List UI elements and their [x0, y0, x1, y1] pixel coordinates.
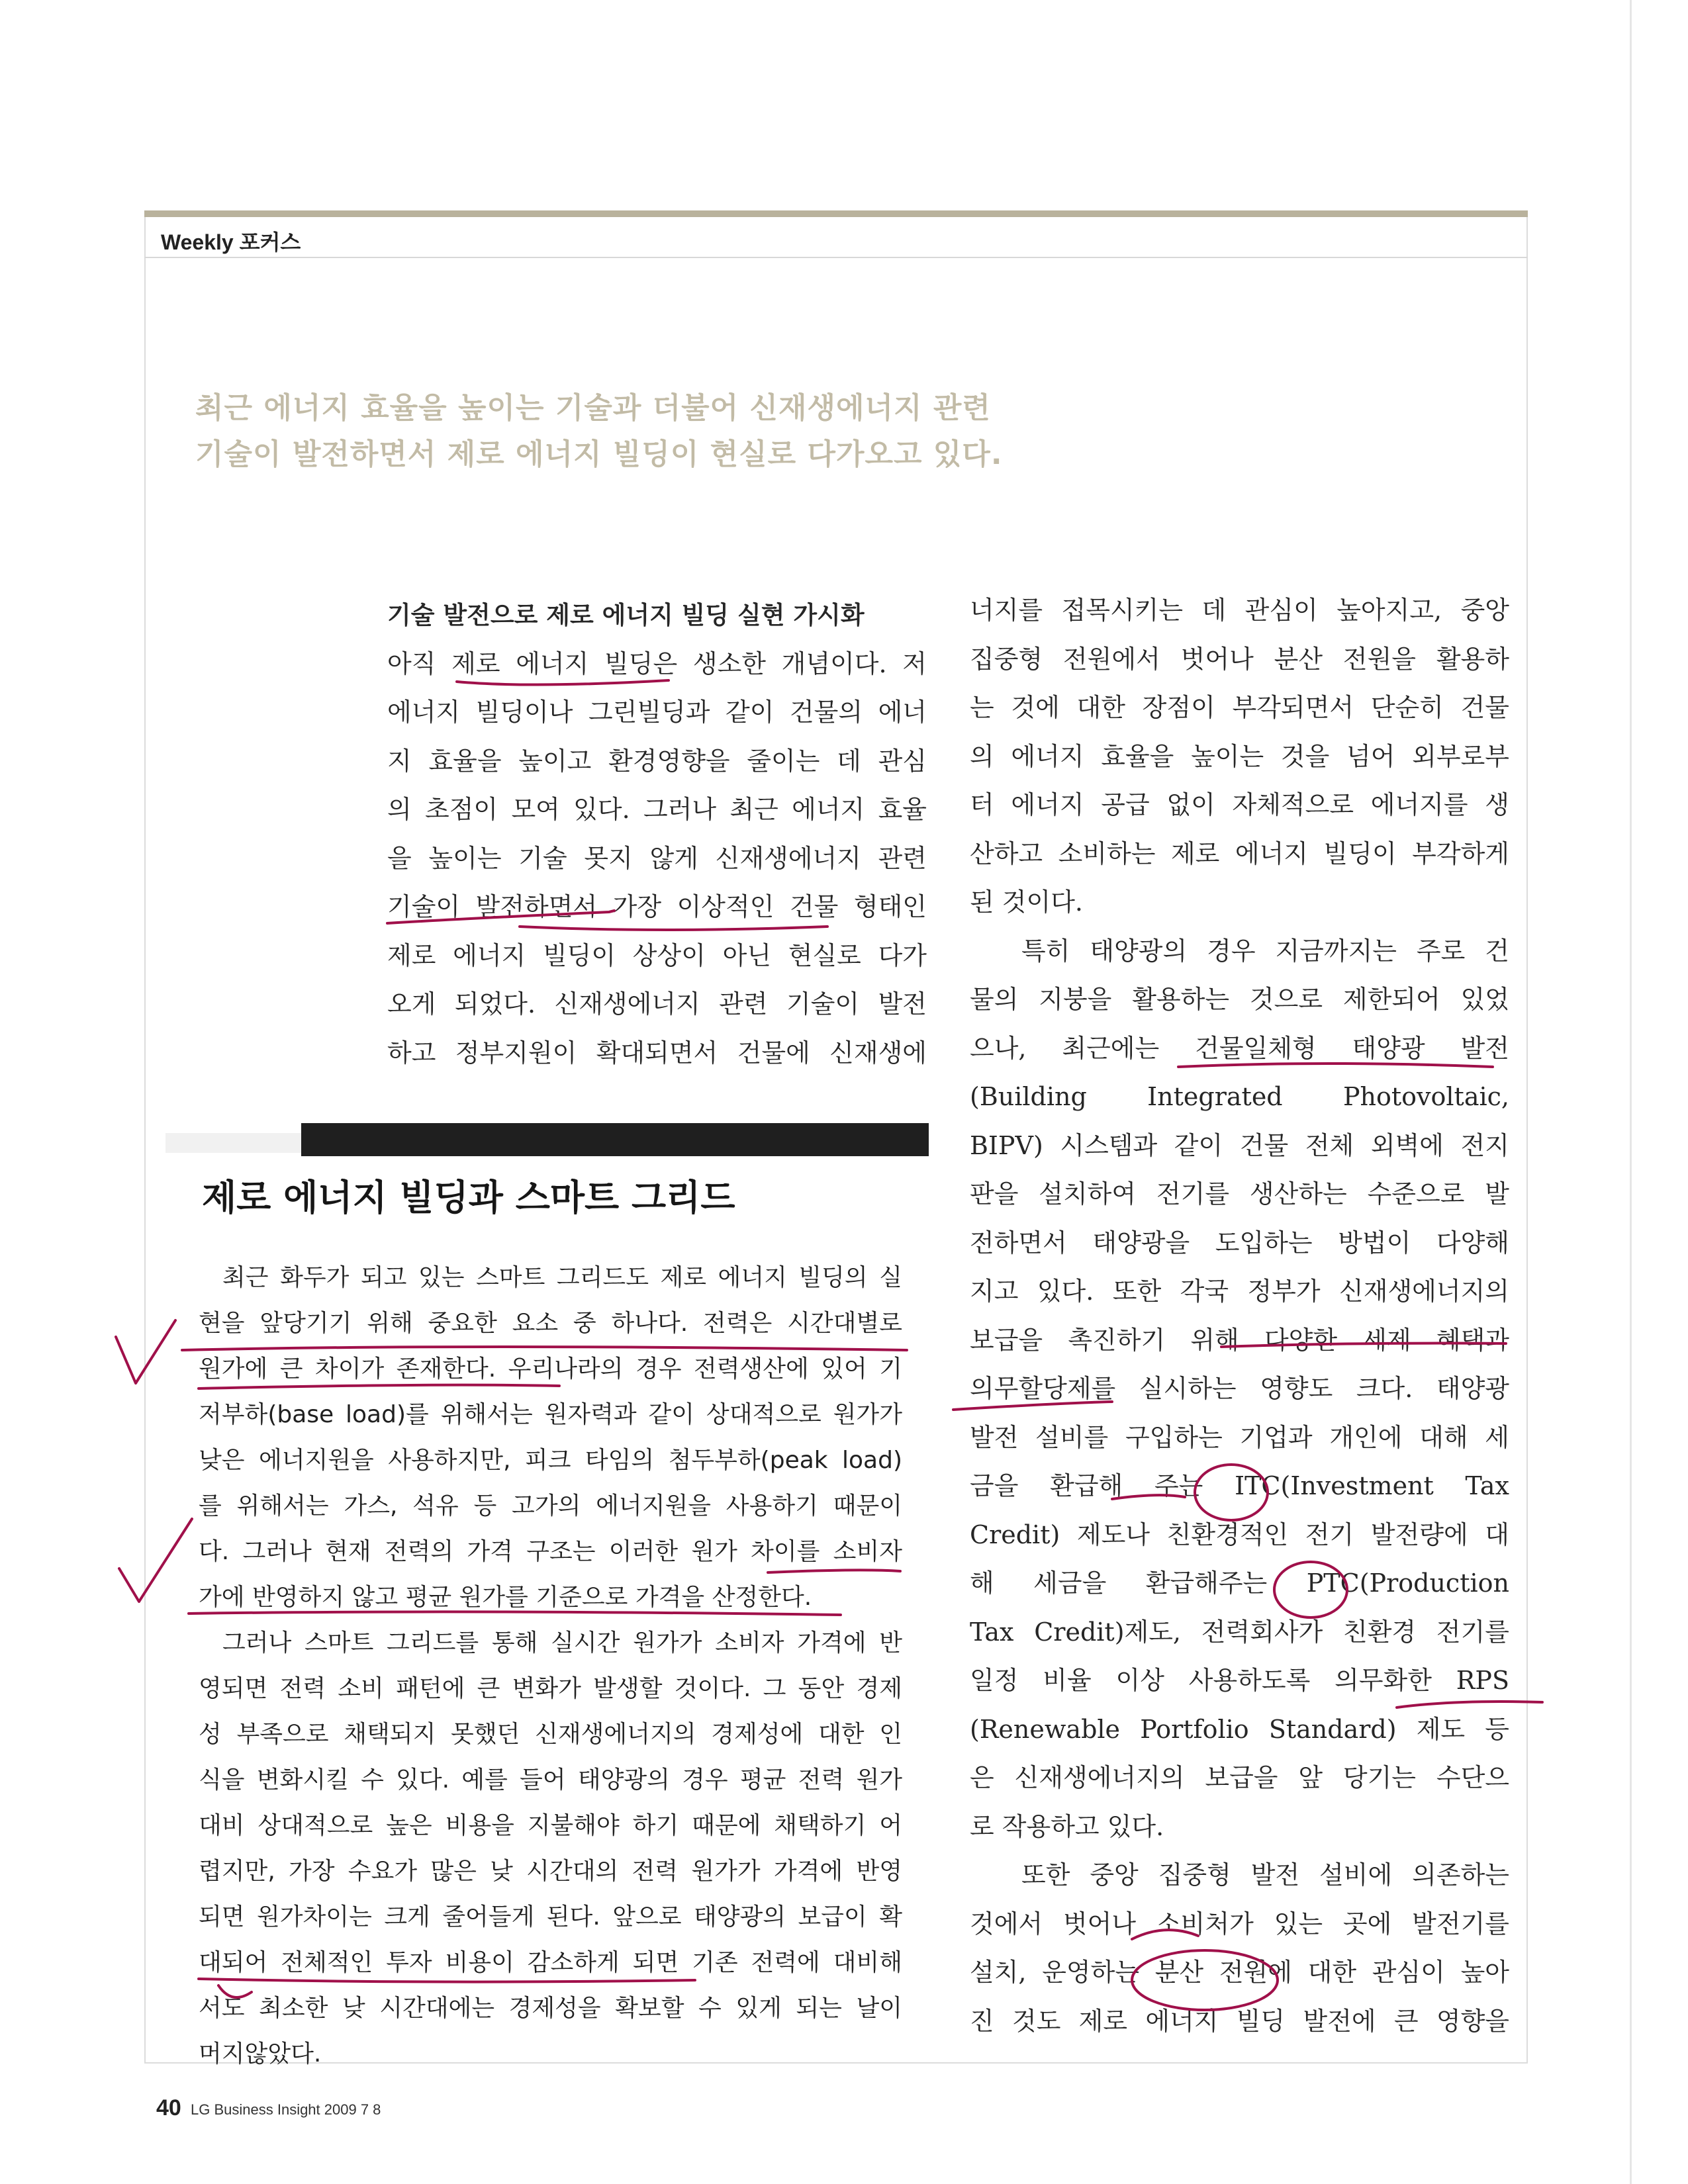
body-line: 집중형 전원에서 벗어나 분산 전원을 활용하 [970, 644, 1509, 674]
section-tag-rule [144, 257, 1528, 258]
body-line: 지 효율을 높이고 환경영향을 줄이는 데 관심 [387, 746, 927, 776]
body-line: BIPV) 시스템과 같이 건물 전체 외벽에 전지 [970, 1130, 1509, 1160]
check-mark [119, 1519, 192, 1602]
body-line: 설치, 운영하는 분산 전원에 대한 관심이 높아 [970, 1958, 1509, 1987]
body-line: 전하면서 태양광을 도입하는 방법이 다양해 [970, 1228, 1509, 1257]
box-line: 식을 변화시킬 수 있다. 예를 들어 태양광의 경우 평균 전력 원가 [199, 1766, 902, 1794]
frame-right-border [1526, 217, 1528, 2064]
box-line: 대비 상대적으로 높은 비용을 지불해야 하기 때문에 채택하기 어 [199, 1812, 902, 1839]
body-line: 제로 에너지 빌딩이 상상이 아닌 현실로 다가 [387, 940, 927, 970]
box-line: 다. 그러나 현재 전력의 가격 구조는 이러한 원가 차이를 소비자 [199, 1538, 902, 1565]
body-line: (Renewable Portfolio Standard) 제도 등 [970, 1714, 1509, 1744]
header-rule [144, 210, 1528, 217]
publication-info: LG Business Insight 2009 7 8 [191, 2101, 381, 2118]
lead-line: 최근 에너지 효율을 높이는 기술과 더불어 신재생에너지 관련 [195, 391, 991, 425]
body-line: 아직 제로 에너지 빌딩은 생소한 개념이다. 저 [387, 649, 927, 678]
body-line: 발전 설비를 구입하는 기업과 개인에 대해 세 [970, 1422, 1509, 1452]
body-line: 일정 비율 이상 사용하도록 의무화한 RPS [970, 1666, 1509, 1695]
body-line: 또한 중앙 집중형 발전 설비에 의존하는 [1021, 1860, 1509, 1889]
box-line: 성 부족으로 채택되지 못했던 신재생에너지의 경제성에 대한 인 [199, 1721, 902, 1748]
body-line: 에너지 빌딩이나 그린빌딩과 같이 건물의 에너 [387, 698, 927, 727]
body-line: 산하고 소비하는 제로 에너지 빌딩이 부각하게 [970, 839, 1509, 868]
box-line: 낮은 에너지원을 사용하지만, 피크 타임의 첨두부하(peak load) [199, 1447, 902, 1474]
box-bar-shadow [165, 1133, 301, 1153]
lead-line: 기술이 발전하면서 제로 에너지 빌딩이 현실로 다가오고 있다. [195, 437, 1003, 471]
page-number: 40 [156, 2095, 181, 2120]
check-mark [116, 1320, 175, 1383]
body-line: (Building Integrated Photovoltaic, [970, 1082, 1509, 1111]
body-line: 보급을 촉진하기 위해 다양한 세제 혜택과 [970, 1325, 1509, 1355]
body-line: 은 신재생에너지의 보급을 앞 당기는 수단으 [970, 1763, 1509, 1792]
body-line: 을 높이는 기술 못지 않게 신재생에너지 관련 [387, 843, 927, 873]
box-line: 저부하(base load)를 위해서는 원자력과 같이 상대적으로 원가가 [199, 1401, 902, 1428]
body-line: 것에서 벗어나 소비처가 있는 곳에 발전기를 [970, 1909, 1509, 1938]
body-line: 로 작용하고 있다. [970, 1811, 1164, 1841]
body-line: 기술이 발전하면서 가장 이상적인 건물 형태인 [387, 892, 927, 921]
box-body [199, 1255, 902, 2077]
body-line: Credit) 제도나 친환경적인 전기 발전량에 대 [970, 1520, 1509, 1549]
page-edge-shadow [1630, 0, 1632, 2184]
box-line: 를 위해서는 가스, 석유 등 고가의 에너지원을 사용하기 때문이 [199, 1492, 902, 1520]
box-line: 영되면 전력 소비 패턴에 큰 변화가 발생할 것이다. 그 동안 경제 [199, 1675, 902, 1702]
body-line: 오게 되었다. 신재생에너지 관련 기술이 발전 [387, 989, 927, 1019]
body-line: 의무할당제를 실시하는 영향도 크다. 태양광 [970, 1374, 1509, 1403]
frame-left-border [144, 217, 146, 2064]
column-1 [387, 591, 927, 1077]
box-line: 최근 화두가 되고 있는 스마트 그리드도 제로 에너지 빌딩의 실 [222, 1264, 902, 1291]
box-line: 그러나 스마트 그리드를 통해 실시간 원가가 소비자 가격에 반 [222, 1629, 902, 1657]
box-line: 렵지만, 가장 수요가 많은 낮 시간대의 전력 원가가 가격에 반영 [199, 1858, 902, 1885]
body-line: 진 것도 제로 에너지 빌딩 발전에 큰 영향을 [970, 2006, 1509, 2036]
column-2 [970, 586, 1509, 2046]
box-line: 가에 반영하지 않고 평균 원가를 기준으로 가격을 산정한다. [199, 1584, 812, 1611]
lead-paragraph [195, 385, 1321, 478]
box-line: 현을 앞당기기 위해 중요한 요소 중 하나다. 전력은 시간대별로 [199, 1310, 902, 1337]
body-line: 된 것이다. [970, 887, 1083, 917]
section-tag: Weekly 포커스 [161, 230, 301, 254]
body-line: 터 에너지 공급 없이 자체적으로 에너지를 생 [970, 790, 1509, 819]
body-line: 는 것에 대한 장점이 부각되면서 단순히 건물 [970, 693, 1509, 722]
body-line: 판을 설치하여 전기를 생산하는 수준으로 발 [970, 1179, 1509, 1208]
box-line: 원가에 큰 차이가 존재한다. 우리나라의 경우 전력생산에 있어 기 [199, 1355, 902, 1383]
body-line: 물의 지붕을 활용하는 것으로 제한되어 있었 [970, 985, 1509, 1014]
subheading: 기술 발전으로 제로 에너지 빌딩 실현 가시화 [387, 601, 865, 629]
body-line: Tax Credit)제도, 전력회사가 친환경 전기를 [970, 1617, 1509, 1647]
body-line: 해 세금을 환급해주는 PTC(Production [970, 1569, 1509, 1598]
body-line: 의 초점이 모여 있다. 그러나 최근 에너지 효율 [387, 795, 927, 824]
body-line: 의 에너지 효율을 높이는 것을 넘어 외부로부 [970, 741, 1509, 771]
box-line: 서도 최소한 낮 시간대에는 경제성을 확보할 수 있게 되는 날이 [199, 1995, 902, 2022]
box-title: 제로 에너지 빌딩과 스마트 그리드 [202, 1177, 735, 1218]
box-line: 되면 원가차이는 크게 줄어들게 된다. 앞으로 태양광의 보급이 확 [199, 1903, 902, 1931]
box-header-bar [301, 1123, 929, 1156]
box-line: 대되어 전체적인 투자 비용이 감소하게 되면 기존 전력에 대비해 [199, 1949, 902, 1976]
body-line: 으나, 최근에는 건물일체형 태양광 발전 [970, 1033, 1509, 1063]
body-line: 특히 태양광의 경우 지금까지는 주로 건 [1021, 936, 1509, 966]
body-line: 너지를 접목시키는 데 관심이 높아지고, 중앙 [970, 596, 1509, 625]
body-line: 금을 환급해 주는 ITC(Investment Tax [970, 1471, 1509, 1500]
box-line: 머지않았다. [199, 2040, 322, 2068]
body-line: 지고 있다. 또한 각국 정부가 신재생에너지의 [970, 1277, 1509, 1306]
body-line: 하고 정부지원이 확대되면서 건물에 신재생에 [387, 1038, 927, 1068]
